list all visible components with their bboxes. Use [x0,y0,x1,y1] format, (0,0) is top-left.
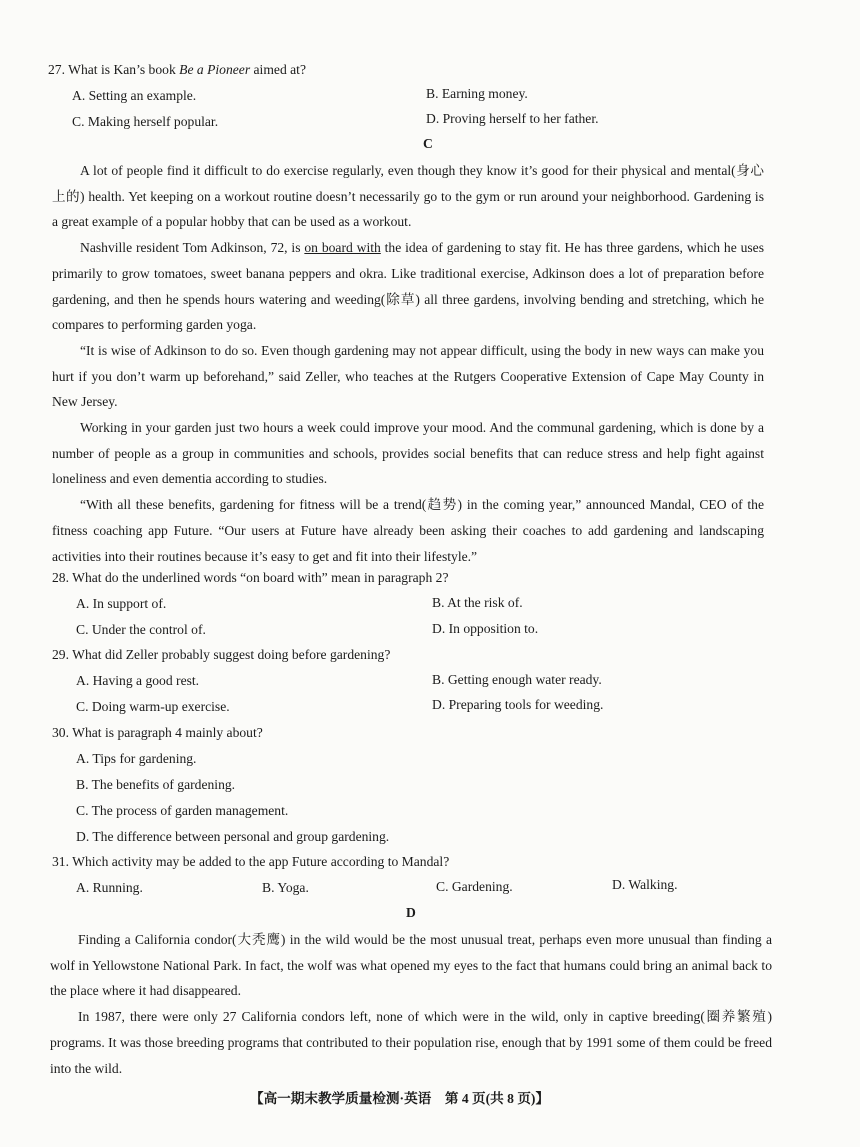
section-c-title: C [423,136,433,151]
q30-option-a: A. Tips for gardening. [76,751,197,766]
q28-option-c: C. Under the control of. [76,622,206,637]
q30-option-c: C. The process of garden management. [76,803,289,818]
question-29-stem: 29. What did Zeller probably suggest doing before gardening? [52,647,391,662]
section-c-paragraph-5: “With all these benefits, gardening for fitness will be a trend(趋势) in the coming year,” announced Mandal, CEO of the fitness coaching app Future. “Our users at Future have already been asking their coaches to add gardening and landscaping activities into their routines because it’s easy to get and fit into their lifestyle.” [52,497,764,564]
question-27-stem [48,62,306,78]
q28-option-a: A. In support of. [76,596,167,611]
q27-option-b: B. Earning money. [426,86,528,101]
q30-option-b: B. The benefits of gardening. [76,777,236,792]
section-c-passage [52,158,764,569]
q27-stem-pre: 27. What is Kan’s book [48,62,180,77]
question-31-stem: 31. Which activity may be added to the app Future according to Mandal? [52,854,450,869]
q27-book-title: Be a Pioneer [179,62,251,77]
q27-stem-post: aimed at? [250,62,306,77]
q31-option-b: B. Yoga. [262,880,309,895]
q27-option-a: A. Setting an example. [72,88,197,103]
q29-option-c: C. Doing warm-up exercise. [76,699,230,714]
section-d-paragraph-2: In 1987, there were only 27 California condors left, none of which were in the wild, only in captive breeding(圈养繁殖) programs. It was those breeding programs that contributed to their population rise, enough that by 1991 some of them could be freed into the wild. [50,1009,772,1076]
p2-text-after: the idea of gardening to stay fit. He has three gardens, which he uses primarily to grow tomatoes, sweet banana peppers and okra. Like traditional exercise, Adkinson does a lot of preparation before gardening, and then he spends hours watering and weeding(除草) all three gardens, involving bending and stretching, which he compares to performing garden yoga. [52,240,764,333]
underlined-phrase: on board with [304,240,381,256]
section-c-paragraph-3: “It is wise of Adkinson to do so. Even though gardening may not appear difficult, using the body in new ways can make you hurt if you don’t warm up beforehand,” said Zeller, who teaches at the Rutgers Cooperative Extension of Cape May County in New Jersey. [52,342,764,410]
q31-option-c: C. Gardening. [436,879,513,894]
q29-option-d: D. Preparing tools for weeding. [432,697,604,712]
q28-option-d: D. In opposition to. [432,621,539,636]
q28-option-b: B. At the risk of. [432,595,523,610]
section-c-paragraph-1: A lot of people find it difficult to do exercise regularly, even though they know it’s good for their physical and mental(身心上的) health. Yet keeping on a workout routine doesn’t necessarily go to the gym or run around your neighborhood. Gardening is a great example of a popular hobby that can be used as a workout. [52,163,764,230]
question-30-stem: 30. What is paragraph 4 mainly about? [52,725,263,740]
p2-text-before: Nashville resident Tom Adkinson, 72, is [80,240,305,256]
question-28-stem: 28. What do the underlined words “on board with” mean in paragraph 2? [52,570,449,585]
q29-option-b: B. Getting enough water ready. [432,672,602,687]
section-c-paragraph-4: Working in your garden just two hours a week could improve your mood. And the communal gardening, which is done by a number of people as a group in communities and schools, provides social benefits that can reduce stress and help fight against loneliness and even dementia according to studies. [52,420,764,487]
section-d-title: D [406,905,416,920]
q29-option-a: A. Having a good rest. [76,673,200,688]
page-footer: 【高一期末教学质量检测·英语 第 4 页(共 8 页)】 [250,1091,550,1106]
q31-option-d: D. Walking. [612,877,678,892]
section-d-paragraph-1: Finding a California condor(大秃鹰) in the wild would be the most unusual treat, perhaps even more unusual than finding a wolf in Yellowstone National Park. In fact, the wolf was what opened my eyes to the fact that humans could bring an animal back to the place where it had disappeared. [50,932,772,999]
q27-option-d: D. Proving herself to her father. [426,111,599,126]
q27-option-c: C. Making herself popular. [72,114,219,129]
q31-option-a: A. Running. [76,880,143,895]
q30-option-d: D. The difference between personal and group gardening. [76,829,390,844]
section-c-paragraph-2 [52,235,764,338]
section-d-passage [50,927,772,1081]
